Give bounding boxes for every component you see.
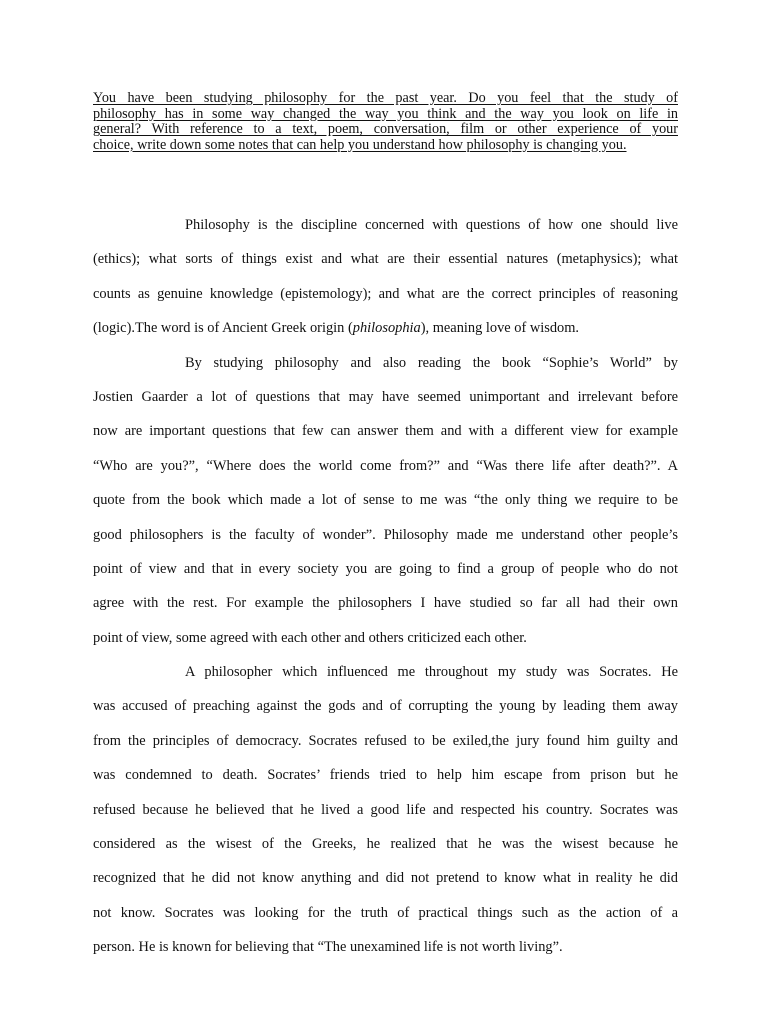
text-line: Philosophy is the discipline concerned with questions of how one should live: [185, 217, 678, 233]
paragraph-sophies-world: [93, 346, 678, 656]
text-line: refused because he believed that he lived a good life and respected his country. Socrates was: [93, 801, 678, 818]
text-line: was condemned to death. Socrates’ friends tried to help him escape from prison but he: [93, 767, 678, 784]
prompt-line: You have been studying philosophy for the past year. Do you feel that the study of: [93, 90, 678, 106]
prompt-line: philosophy has in some way changed the way you think and the way you look on life in: [93, 105, 678, 122]
text-line: point of view and that in every society you are going to find a group of people who do not: [93, 560, 678, 577]
paragraph-socrates: [93, 655, 678, 965]
text-line: person. He is known for believing that “The unexamined life is not worth living”.: [93, 939, 563, 956]
text-line: not know. Socrates was looking for the truth of practical things such as the action of a: [93, 904, 678, 921]
text-line: agree with the rest. For example the philosophers I have studied so far all had their own: [93, 595, 678, 612]
prompt-line: general? With reference to a text, poem, conversation, film or other experience of your: [93, 121, 678, 137]
text-line: Jostien Gaarder a lot of questions that may have seemed unimportant and irrelevant before: [93, 388, 678, 405]
text-line: now are important questions that few can answer them and with a different view for example: [93, 423, 678, 440]
text-line: [93, 311, 678, 345]
text-fragment: ), meaning love of wisdom.: [420, 320, 580, 337]
text-line: good philosophers is the faculty of wonder”. Philosophy made me understand other people’s: [93, 526, 678, 543]
assignment-prompt: [93, 91, 678, 153]
paragraph-definition: [93, 208, 678, 346]
text-line: from the principles of democracy. Socrates refused to be exiled,the jury found him guilty and: [93, 732, 678, 749]
text-line: point of view, some agreed with each other and others criticized each other.: [93, 629, 527, 646]
text-line: (ethics); what sorts of things exist and what are their essential natures (metaphysics); what: [93, 251, 678, 268]
text-line: quote from the book which made a lot of sense to me was “the only thing we require to be: [93, 492, 678, 509]
text-line: A philosopher which influenced me throughout my study was Socrates. He: [185, 664, 678, 681]
text-line: considered as the wisest of the Greeks, he realized that he was the wisest because he: [93, 836, 678, 853]
text-line: “Who are you?”, “Where does the world come from?” and “Was there life after death?”. A: [93, 457, 678, 474]
text-line: was accused of preaching against the gods and of corrupting the young by leading them away: [93, 698, 678, 715]
italic-term: philosophia: [352, 320, 421, 337]
text-line: counts as genuine knowledge (epistemology); and what are the correct principles of reasoning: [93, 285, 678, 302]
text-line: By studying philosophy and also reading the book “Sophie’s World” by: [185, 354, 678, 371]
prompt-line: choice, write down some notes that can help you understand how philosophy is changing you.: [93, 136, 627, 153]
text-line: recognized that he did not know anything and did not pretend to know what in reality he did: [93, 870, 678, 887]
essay-body: [93, 208, 678, 965]
text-fragment: (logic).The word is of Ancient Greek origin (: [93, 320, 353, 337]
